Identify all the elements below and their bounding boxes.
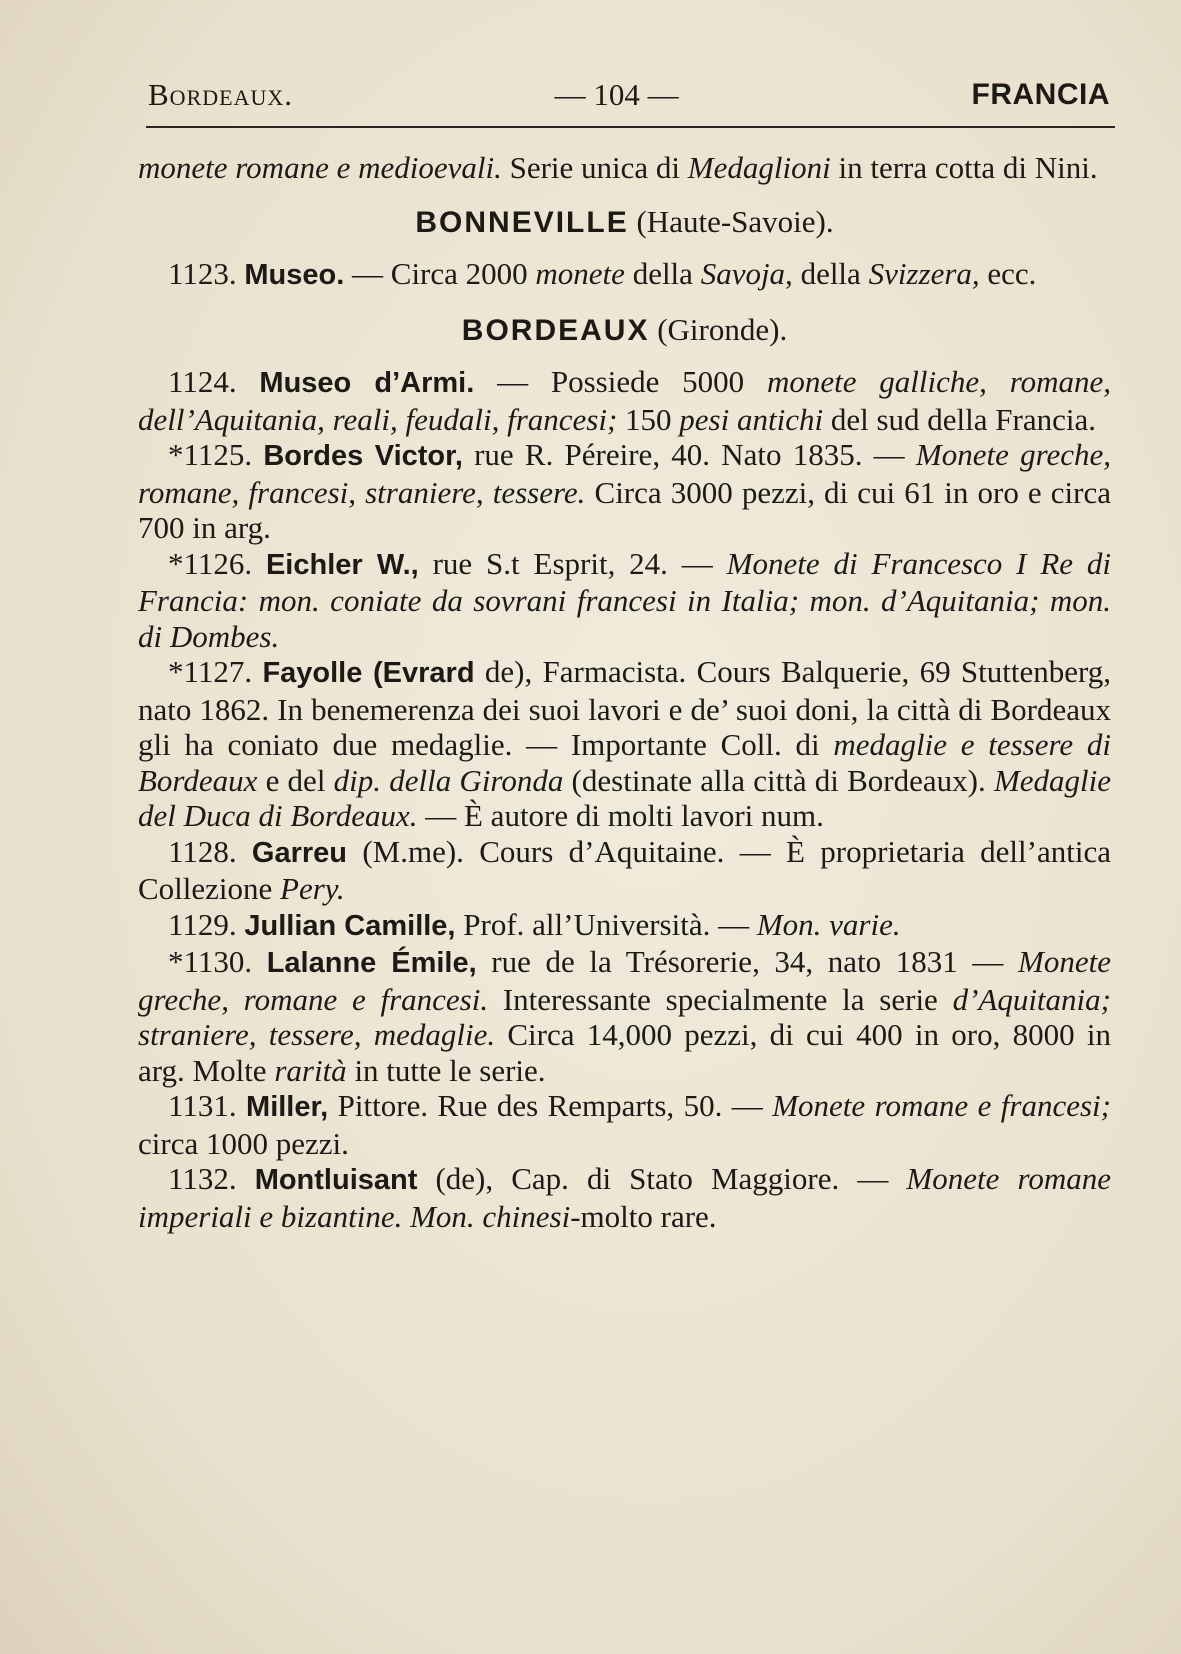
entry-text: rue de la Trésorerie, 34, nato 1831 — <box>476 944 1019 979</box>
entry-text: 1124. <box>168 364 260 399</box>
place-city: BORDEAUX <box>461 313 650 347</box>
entry-text: *1126. <box>168 545 266 581</box>
italic-text: pesi antichi <box>679 401 824 437</box>
entry-text: 1123. <box>168 256 245 291</box>
header-rule <box>146 126 1115 128</box>
entry-text: *1125. <box>168 437 264 472</box>
italic-text: monete romane e medioevali. <box>138 150 502 185</box>
italic-text: dip. della Gironda <box>333 762 564 798</box>
entry-text: (M.me). Cours d’Aquitaine. — È proprietaria dell’antica Collezione <box>138 833 1111 906</box>
collector-name: Fayolle (Evrard <box>262 657 475 689</box>
entry-text: rue S.t Esprit, 24. — <box>418 545 727 581</box>
italic-text: monete galliche, romane, dell’Aquitania, reali, feudali, francesi; <box>138 364 1112 437</box>
place-region: (Gironde). <box>649 311 788 347</box>
collection-entry <box>138 907 1111 945</box>
collector-name: Garreu <box>251 836 348 869</box>
entry-text: Circa 3000 pezzi, di cui 61 in oro e circa 700 in arg. <box>138 474 1111 545</box>
place-heading-bonneville <box>138 204 1111 241</box>
entry-text: Pittore. Rue des Remparts, 50. — <box>328 1088 773 1123</box>
entry-text: ecc. <box>979 256 1037 291</box>
entry-text: Interessante specialmente la serie <box>488 981 953 1017</box>
italic-text: Svizzera, <box>868 256 980 291</box>
intro-paragraph <box>138 150 1111 186</box>
collector-name: Montluisant <box>254 1164 418 1196</box>
collection-entry <box>138 944 1111 1088</box>
italic-text: Monete greche, romane, francesi, straniere, tessere. <box>138 437 1112 510</box>
italic-text: d’Aquitania; straniere, tessere, medaglie. <box>138 981 1111 1052</box>
entry-text: (destinate alla città di Bordeaux). <box>563 762 994 798</box>
place-city: BONNEVILLE <box>415 205 629 239</box>
italic-text: Medaglie del Duca di Bordeaux. <box>138 762 1112 833</box>
italic-text: monete <box>535 256 625 291</box>
running-header <box>148 70 1110 120</box>
collector-name: Miller, <box>246 1091 329 1123</box>
italic-text: Mon. varie. <box>756 906 901 942</box>
entry-text: *1127. <box>168 654 263 689</box>
collector-name: Bordes Victor, <box>263 440 463 472</box>
collector-name: Museo. <box>244 259 345 291</box>
entry-text: in tutte le serie. <box>346 1052 546 1088</box>
entry-text: de), Farmacista. Cours Balquerie, 69 Stuttenberg, nato 1862. In benemerenza dei suoi lavori e de’ suoi doni, la città di Bordeaux gli ha coniato due medaglie. — Importante Coll. di <box>138 654 1112 762</box>
entry-text: 1131. <box>168 1088 247 1123</box>
place-heading-bordeaux <box>138 312 1111 349</box>
entry-text: Prof. all’Università. — <box>455 906 757 942</box>
collection-entry <box>138 364 1111 437</box>
entry-text: 150 <box>617 401 680 437</box>
collection-entry <box>138 1088 1111 1161</box>
entry-text: *1130. <box>168 944 267 979</box>
collection-entry <box>138 546 1111 655</box>
collector-name: Lalanne Émile, <box>266 947 477 979</box>
header-section: Bordeaux. <box>148 77 293 112</box>
collection-entry <box>138 256 1111 294</box>
italic-text: Savoja, <box>700 256 793 291</box>
entry-text: (de), Cap. di Stato Maggiore. — <box>417 1161 907 1196</box>
entry-text: — Circa 2000 <box>344 256 536 291</box>
entry-text: Circa 14,000 pezzi, di cui 400 in oro, 8000 in arg. Molte <box>138 1017 1111 1088</box>
entry-text: circa 1000 pezzi. <box>138 1125 349 1161</box>
entry-text: del sud della Francia. <box>823 401 1096 437</box>
page-number: — 104 — <box>554 77 679 112</box>
italic-text: Monete romane e francesi; <box>772 1088 1111 1123</box>
italic-text: Monete romane imperiali e bizantine. Mon. chinesi <box>138 1161 1112 1234</box>
italic-text: Monete greche, romane e francesi. <box>138 944 1111 1017</box>
entry-text: della <box>792 256 869 291</box>
entry-text: -molto rare. <box>570 1198 717 1234</box>
collection-entry <box>138 1161 1111 1234</box>
page-body <box>138 150 1111 1234</box>
entry-text: e del <box>257 762 334 798</box>
entry-text: 1128. <box>168 833 252 869</box>
collection-entry <box>138 834 1111 907</box>
collector-name: Eichler W., <box>265 548 419 581</box>
entry-text: 1132. <box>168 1161 255 1196</box>
italic-text: Pery. <box>280 871 345 906</box>
collector-name: Museo d’Armi. <box>259 367 475 399</box>
collector-name: Jullian Camille, <box>244 909 456 942</box>
entry-text: 1129. <box>168 906 245 942</box>
collection-entry <box>138 654 1111 834</box>
italic-text: Monete di Francesco I Re di Francia: mon. coniate da sovrani francesi in Italia; mon. d’Aquitania; mon. di Dombes. <box>138 545 1111 654</box>
entry-text: della <box>624 256 701 291</box>
entry-text: — È autore di molti lavori num. <box>417 798 824 833</box>
entry-text: in terra cotta di Nini. <box>830 150 1098 185</box>
entry-text: Serie unica di <box>501 150 688 185</box>
header-country: FRANCIA <box>971 78 1110 111</box>
italic-text: medaglie e tessere di Bordeaux <box>138 727 1111 798</box>
entry-text: — Possiede 5000 <box>474 364 767 399</box>
italic-text: Medaglioni <box>687 150 831 185</box>
collection-entry <box>138 437 1111 546</box>
place-region: (Haute-Savoie). <box>628 203 834 239</box>
italic-text: rarità <box>274 1052 347 1088</box>
entry-text: rue R. Péreire, 40. Nato 1835. — <box>462 437 916 472</box>
